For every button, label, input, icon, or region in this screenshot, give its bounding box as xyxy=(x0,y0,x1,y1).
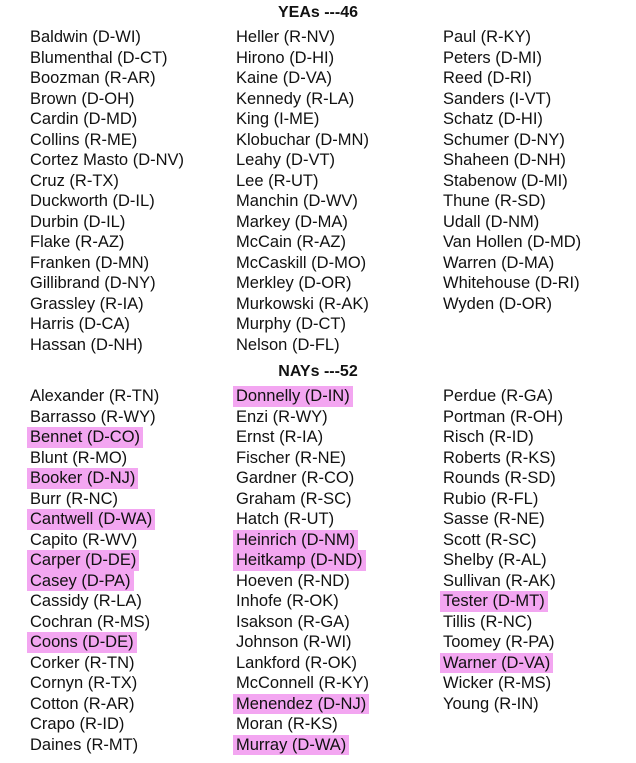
yea-senator: Baldwin (D-WI) xyxy=(30,28,141,46)
nay-senator: Sasse (R-NE) xyxy=(443,510,545,528)
yea-senator: Shaheen (D-NH) xyxy=(443,151,566,169)
nay-senator-highlighted: Heitkamp (D-ND) xyxy=(233,550,366,571)
nay-senator: Rounds (R-SD) xyxy=(443,469,556,487)
yeas-column-2 xyxy=(236,27,372,355)
nay-senator: Portman (R-OH) xyxy=(443,407,564,426)
yea-senator: Brown (D-OH) xyxy=(30,89,135,108)
nay-senator: Isakson (R-GA) xyxy=(236,612,350,631)
yea-senator: Leahy (D-VT) xyxy=(236,151,336,169)
yea-senator: Paul (R-KY) xyxy=(443,28,532,46)
yea-senator: Reed (D-RI) xyxy=(443,69,532,87)
yea-senator: Kennedy (R-LA) xyxy=(236,89,355,108)
yea-senator: Heller (R-NV) xyxy=(236,28,335,46)
yea-senator: Schumer (D-NY) xyxy=(443,130,565,149)
yeas-heading: YEAs ---46 xyxy=(277,4,359,21)
yea-senator: Duckworth (D-IL) xyxy=(30,192,155,210)
nay-senator: Inhofe (R-OK) xyxy=(236,592,339,610)
nay-senator: Perdue (R-GA) xyxy=(443,387,554,405)
yea-senator: Markey (D-MA) xyxy=(236,212,348,231)
yea-senator: Thune (R-SD) xyxy=(443,192,546,210)
nay-senator-highlighted: Murray (D-WA) xyxy=(233,735,349,756)
yea-senator: Lee (R-UT) xyxy=(236,171,319,190)
nay-senator-highlighted: Menendez (D-NJ) xyxy=(233,694,369,715)
yea-senator: Udall (D-NM) xyxy=(443,212,540,231)
yea-senator: Hirono (D-HI) xyxy=(236,48,335,67)
nay-senator-highlighted: Warner (D-VA) xyxy=(440,653,553,674)
yea-senator: Wyden (D-OR) xyxy=(443,294,552,313)
nay-senator-highlighted: Coons (D-DE) xyxy=(27,632,137,653)
nays-heading: NAYs ---52 xyxy=(278,363,358,380)
nay-senator: Moran (R-KS) xyxy=(236,715,338,733)
nay-senator-highlighted: Donnelly (D-IN) xyxy=(233,386,353,407)
yea-senator: Flake (R-AZ) xyxy=(30,233,125,251)
nay-senator: Graham (R-SC) xyxy=(236,489,352,508)
yea-senator: Nelson (D-FL) xyxy=(236,335,340,354)
nays-column-1 xyxy=(30,386,162,755)
nay-senator: Crapo (R-ID) xyxy=(30,715,125,733)
nay-senator-highlighted: Carper (D-DE) xyxy=(27,550,139,571)
nay-senator: Ernst (R-IA) xyxy=(236,428,324,446)
nay-senator: Daines (R-MT) xyxy=(30,735,139,754)
nay-senator: Tillis (R-NC) xyxy=(443,612,533,631)
yea-senator: Franken (D-MN) xyxy=(30,253,150,272)
yea-senator: Whitehouse (D-RI) xyxy=(443,274,580,292)
yea-senator: Schatz (D-HI) xyxy=(443,110,543,128)
nay-senator: Hoeven (R-ND) xyxy=(236,571,350,590)
yea-senator: Kaine (D-VA) xyxy=(236,69,332,87)
yeas-column-1 xyxy=(30,27,187,355)
nay-senator: Cochran (R-MS) xyxy=(30,612,151,631)
nay-senator: Capito (R-WV) xyxy=(30,530,138,549)
yea-senator: Boozman (R-AR) xyxy=(30,69,156,87)
nay-senator: Blunt (R-MO) xyxy=(30,448,128,467)
nay-senator-highlighted: Cantwell (D-WA) xyxy=(27,509,155,530)
nays-column-3 xyxy=(443,386,566,714)
yea-senator: Peters (D-MI) xyxy=(443,48,542,67)
nay-senator: Wicker (R-MS) xyxy=(443,674,552,692)
yea-senator: Merkley (D-OR) xyxy=(236,274,352,292)
nay-senator: Corker (R-TN) xyxy=(30,653,135,672)
yea-senator: McCaskill (D-MO) xyxy=(236,253,367,272)
yea-senator: Durbin (D-IL) xyxy=(30,212,126,231)
yea-senator: King (I-ME) xyxy=(236,110,320,128)
nay-senator: Sullivan (R-AK) xyxy=(443,571,556,590)
yea-senator: Gillibrand (D-NY) xyxy=(30,274,156,292)
yea-senator: Collins (R-ME) xyxy=(30,130,138,149)
yea-senator: Van Hollen (D-MD) xyxy=(443,233,582,251)
nay-senator-highlighted: Casey (D-PA) xyxy=(27,571,134,592)
nay-senator: Cornyn (R-TX) xyxy=(30,674,138,692)
nay-senator: Fischer (R-NE) xyxy=(236,448,346,467)
nay-senator: Burr (R-NC) xyxy=(30,489,118,508)
nay-senator: Rubio (R-FL) xyxy=(443,489,539,508)
yea-senator: Cruz (R-TX) xyxy=(30,171,119,190)
yea-senator: McCain (R-AZ) xyxy=(236,233,346,251)
yea-senator: Sanders (I-VT) xyxy=(443,89,552,108)
yea-senator: Murkowski (R-AK) xyxy=(236,294,369,313)
nay-senator: Johnson (R-WI) xyxy=(236,633,352,651)
nay-senator: Risch (R-ID) xyxy=(443,428,534,446)
nay-senator: Gardner (R-CO) xyxy=(236,469,355,487)
nays-column-2 xyxy=(236,386,372,755)
nay-senator: Cassidy (R-LA) xyxy=(30,592,142,610)
yeas-column-3 xyxy=(443,27,584,314)
nay-senator: Young (R-IN) xyxy=(443,694,539,713)
nay-senator-highlighted: Tester (D-MT) xyxy=(440,591,548,612)
nay-senator: Roberts (R-KS) xyxy=(443,448,556,467)
nay-senator-highlighted: Booker (D-NJ) xyxy=(27,468,138,489)
yea-senator: Harris (D-CA) xyxy=(30,315,130,333)
nay-senator: Alexander (R-TN) xyxy=(30,387,160,405)
yea-senator: Cortez Masto (D-NV) xyxy=(30,151,185,169)
yea-senator: Blumenthal (D-CT) xyxy=(30,48,168,67)
nay-senator: Shelby (R-AL) xyxy=(443,551,547,569)
yea-senator: Cardin (D-MD) xyxy=(30,110,138,128)
nay-senator-highlighted: Heinrich (D-NM) xyxy=(233,530,358,551)
nay-senator: McConnell (R-KY) xyxy=(236,674,369,692)
yea-senator: Murphy (D-CT) xyxy=(236,315,346,333)
yea-senator: Manchin (D-WV) xyxy=(236,192,358,210)
yea-senator: Warren (D-MA) xyxy=(443,253,555,272)
nay-senator: Toomey (R-PA) xyxy=(443,633,555,651)
yea-senator: Hassan (D-NH) xyxy=(30,335,143,354)
yea-senator: Stabenow (D-MI) xyxy=(443,171,568,190)
nay-senator: Barrasso (R-WY) xyxy=(30,407,156,426)
nay-senator: Cotton (R-AR) xyxy=(30,694,135,713)
yea-senator: Grassley (R-IA) xyxy=(30,294,144,313)
nay-senator: Enzi (R-WY) xyxy=(236,407,328,426)
yea-senator: Klobuchar (D-MN) xyxy=(236,130,369,149)
nay-senator: Scott (R-SC) xyxy=(443,530,537,549)
nay-senator: Lankford (R-OK) xyxy=(236,653,358,672)
nay-senator: Hatch (R-UT) xyxy=(236,510,335,528)
nay-senator-highlighted: Bennet (D-CO) xyxy=(27,427,143,448)
